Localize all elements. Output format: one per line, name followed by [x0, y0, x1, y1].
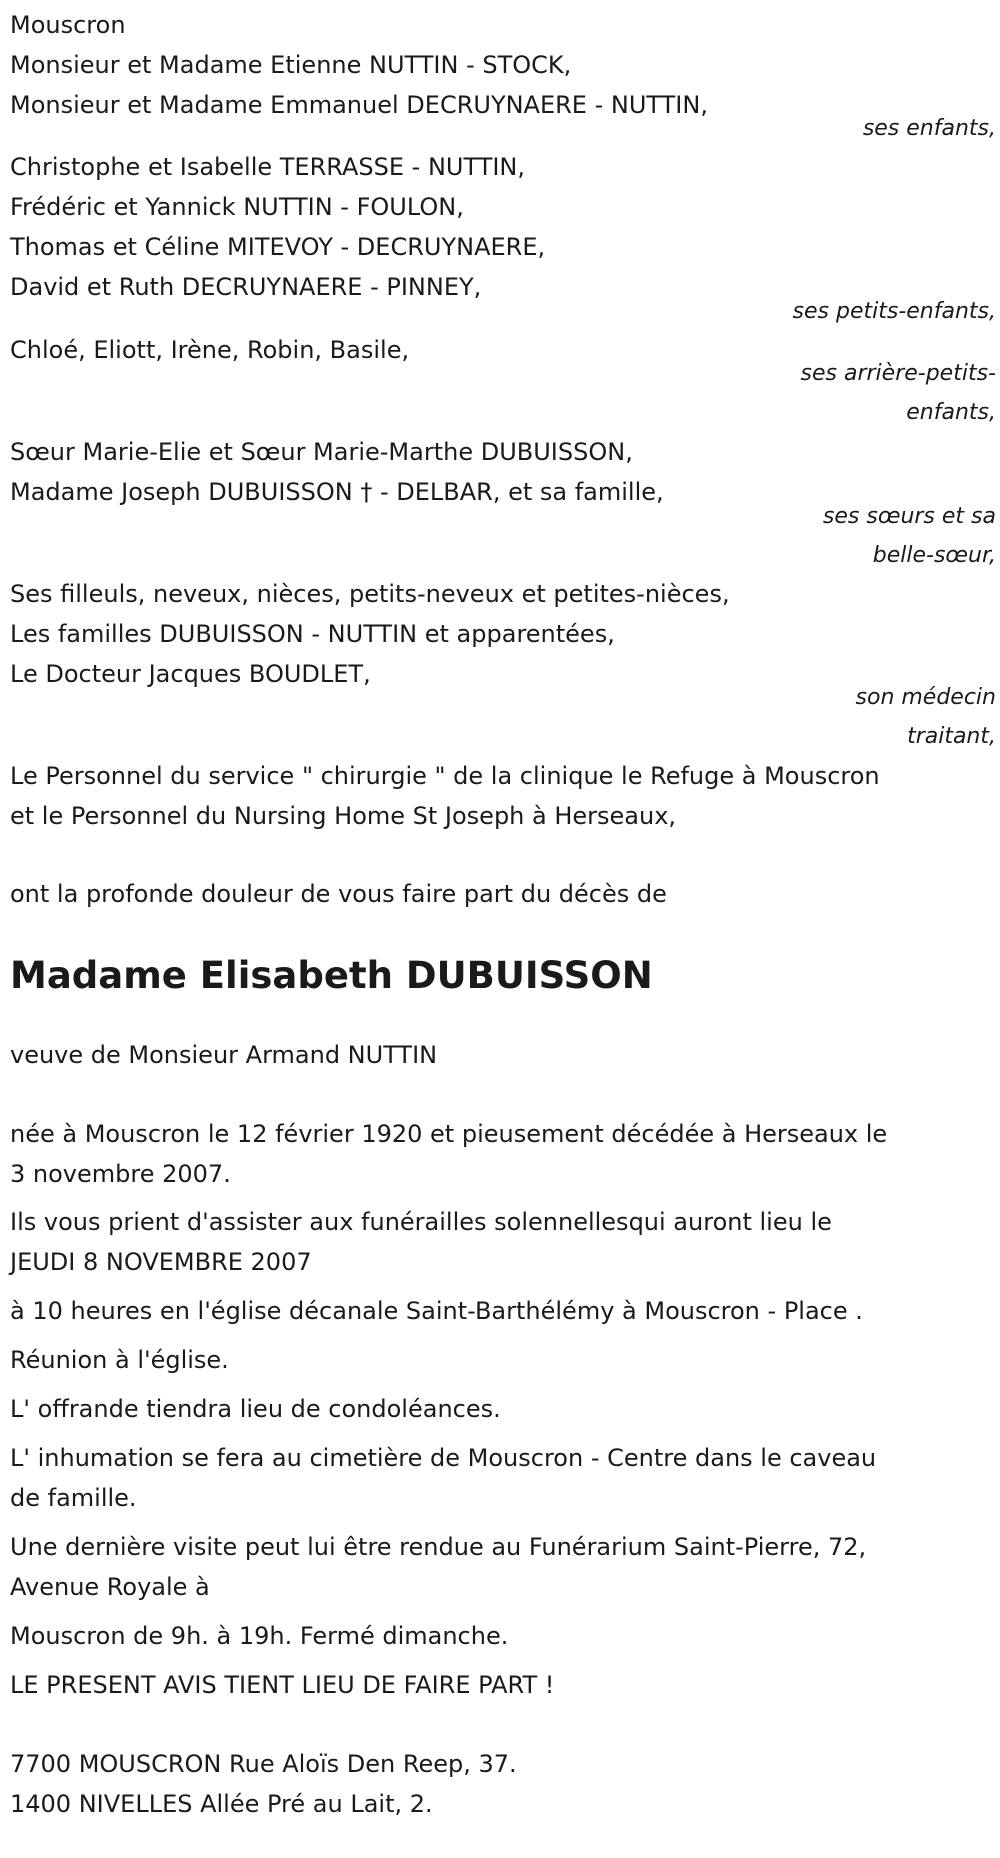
announcement: ont la profonde douleur de vous faire part du décès de — [10, 880, 667, 908]
siblings-label: belle-sœur, — [872, 543, 996, 568]
birth-death-line: 3 novembre 2007. — [10, 1160, 231, 1188]
child-line: Monsieur et Madame Etienne NUTTIN - STOCK, — [10, 51, 572, 79]
widow-of: veuve de Monsieur Armand NUTTIN — [10, 1041, 438, 1069]
children-label: ses enfants, — [862, 116, 996, 141]
birth-death-line: née à Mouscron le 12 février 1920 et pieusement décédée à Herseaux le — [10, 1120, 888, 1148]
grandchildren-label: ses petits-enfants, — [792, 299, 996, 324]
meeting-note: Réunion à l'église. — [10, 1346, 229, 1374]
address-line: 1400 NIVELLES Allée Pré au Lait, 2. — [10, 1790, 433, 1818]
ceremony-place: à 10 heures en l'église décanale Saint-Barthélémy à Mouscron - Place . — [10, 1297, 863, 1325]
funeral-date: JEUDI 8 NOVEMBRE 2007 — [10, 1248, 312, 1276]
grandchild-line: David et Ruth DECRUYNAERE - PINNEY, — [10, 273, 482, 301]
city-line: Mouscron — [10, 11, 126, 39]
siblings-label: ses sœurs et sa — [822, 504, 996, 529]
relatives-line: Le Docteur Jacques BOUDLET, — [10, 660, 371, 688]
invitation-line: Ils vous prient d'assister aux funérailles solennellesqui auront lieu le — [10, 1208, 832, 1236]
burial-line: de famille. — [10, 1484, 137, 1512]
grandchild-line: Christophe et Isabelle TERRASSE - NUTTIN, — [10, 153, 526, 181]
visit-line: Une dernière visite peut lui être rendue au Funérarium Saint-Pierre, 72, — [10, 1533, 867, 1561]
relatives-line: Ses filleuls, neveux, nièces, petits-neveux et petites-nièces, — [10, 580, 730, 608]
visit-line: Avenue Royale à — [10, 1573, 210, 1601]
burial-line: L' inhumation se fera au cimetière de Mouscron - Centre dans le caveau — [10, 1444, 877, 1472]
doctor-label: traitant, — [907, 724, 996, 749]
sibling-line: Madame Joseph DUBUISSON † - DELBAR, et sa famille, — [10, 478, 664, 506]
notice: LE PRESENT AVIS TIENT LIEU DE FAIRE PART ! — [10, 1671, 555, 1699]
doctor-label: son médecin — [855, 685, 996, 710]
grandchild-line: Frédéric et Yannick NUTTIN - FOULON, — [10, 193, 464, 221]
sibling-line: Sœur Marie-Elie et Sœur Marie-Marthe DUBUISSON, — [10, 438, 633, 466]
deceased-name: Madame Elisabeth DUBUISSON — [10, 954, 653, 997]
staff-line: et le Personnel du Nursing Home St Joseph à Herseaux, — [10, 802, 677, 830]
staff-line: Le Personnel du service " chirurgie " de la clinique le Refuge à Mouscron — [10, 762, 880, 790]
great-grandchildren-label: enfants, — [906, 400, 996, 425]
child-line: Monsieur et Madame Emmanuel DECRUYNAERE - NUTTIN, — [10, 91, 708, 119]
great-grandchildren-line: Chloé, Eliott, Irène, Robin, Basile, — [10, 336, 410, 364]
grandchild-line: Thomas et Céline MITEVOY - DECRUYNAERE, — [10, 233, 546, 261]
offering-note: L' offrande tiendra lieu de condoléances. — [10, 1395, 501, 1423]
address-line: 7700 MOUSCRON Rue Aloïs Den Reep, 37. — [10, 1750, 517, 1778]
visit-hours: Mouscron de 9h. à 19h. Fermé dimanche. — [10, 1622, 509, 1650]
relatives-line: Les familles DUBUISSON - NUTTIN et apparentées, — [10, 620, 615, 648]
great-grandchildren-label: ses arrière-petits- — [800, 361, 996, 386]
